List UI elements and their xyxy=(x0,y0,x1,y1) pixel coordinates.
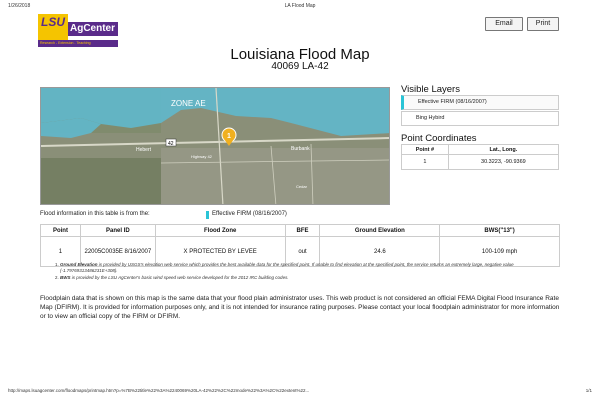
page-number: 1/1 xyxy=(585,388,592,393)
map-place-label: Burbank xyxy=(291,146,310,152)
map-zone-label: ZONE AE xyxy=(171,99,206,108)
visible-layers-heading: Visible Layers xyxy=(401,84,460,95)
logo-lsu-text: LSU xyxy=(41,15,65,29)
lsu-agcenter-logo[interactable] xyxy=(38,14,118,47)
cell-point: 1 xyxy=(41,237,81,267)
coords-col-latlong: Lat., Long. xyxy=(448,145,558,155)
table-row xyxy=(402,155,559,170)
page-title: Louisiana Flood Map xyxy=(230,46,370,63)
print-page-title: LA Flood Map xyxy=(284,3,316,9)
map-place-label: Cedar xyxy=(296,184,307,189)
footnote-term: Ground Elevation xyxy=(60,262,98,267)
print-header xyxy=(8,3,592,11)
cell-bws: 100-109 mph xyxy=(440,237,560,267)
map-field-area-south xyxy=(41,158,161,205)
map-canvas xyxy=(41,88,390,205)
print-date: 1/26/2018 xyxy=(8,3,31,9)
col-point: Point xyxy=(41,225,81,237)
footnote-text: is provided by the LSU AgCenter's basic wind speed web service developed for the 2012 IRC building codes. xyxy=(70,275,289,280)
footnote-term: BWS xyxy=(60,275,71,280)
coords-point: 1 xyxy=(402,155,449,170)
coords-latlong: 30.3223, -90.9369 xyxy=(448,155,558,170)
map-marker-number: 1 xyxy=(227,133,231,140)
col-bws: BWS("13") xyxy=(440,225,560,237)
road-shield-number: 42 xyxy=(168,141,174,147)
logo-tagline: Research - Extension - Teaching xyxy=(40,41,91,45)
disclaimer-text: Floodplain data that is shown on this map is the same data that your flood plain administrator uses. This web product is not considered an official FEMA Digital Flood Insurance Rate Map (DFIRM). It is provided for information purposes only, and it is not intended for insurance rating purposes. Please contact your local floodplain administrator for more information or to view an official copy of the FIRM or DFIRM. xyxy=(40,295,560,320)
flood-info-swatch xyxy=(206,211,209,219)
map-place-label: Highway 42 xyxy=(191,154,212,159)
layer-effective-firm[interactable]: Effective FIRM (08/16/2007) xyxy=(401,95,559,110)
point-coordinates-table xyxy=(401,144,559,170)
cell-panel-id: 22005C0035E 8/16/2007 xyxy=(80,237,155,267)
cell-ground-elevation: 24.6 xyxy=(320,237,440,267)
col-panel-id: Panel ID xyxy=(80,225,155,237)
col-ground-elevation: Ground Elevation xyxy=(320,225,440,237)
email-button[interactable]: Email xyxy=(485,17,523,31)
footnote-text: is provided by USGS's elevation web service which provides the best available data for the specified point. If unable to find elevation at the specified point, the service returns an extremely large, negative value (-1.79769313486231E+308). xyxy=(60,262,514,273)
print-footer xyxy=(8,388,592,396)
footnote-ground-elevation xyxy=(60,262,560,274)
page-subtitle: 40069 LA-42 xyxy=(271,61,329,72)
col-bfe: BFE xyxy=(285,225,320,237)
map-place-label: Hebert xyxy=(136,147,152,153)
cell-bfe: out xyxy=(285,237,320,267)
footnote-bws xyxy=(60,275,560,281)
cell-flood-zone: X PROTECTED BY LEVEE xyxy=(155,237,285,267)
point-coordinates-heading: Point Coordinates xyxy=(401,133,477,144)
flood-info-source: Effective FIRM (08/16/2007) xyxy=(212,211,287,217)
layer-bing-hybrid[interactable]: Bing Hybird xyxy=(401,111,559,126)
flood-info-table xyxy=(40,224,560,267)
coords-col-point: Point # xyxy=(402,145,449,155)
logo-agcenter-text: AgCenter xyxy=(68,22,118,36)
flood-map[interactable] xyxy=(40,87,390,205)
col-flood-zone: Flood Zone xyxy=(155,225,285,237)
page-url: http://maps.lsuagcenter.com/floodmaps/printmap.htm?p=%7B%22title%22%3A%2240069%20LA-42%22%2C%22mode%22%3A%2C%22extent%22... xyxy=(8,388,310,393)
footnotes xyxy=(60,262,560,282)
flood-info-label: Flood information in this table is from the: xyxy=(40,211,150,217)
print-button[interactable]: Print xyxy=(527,17,559,31)
